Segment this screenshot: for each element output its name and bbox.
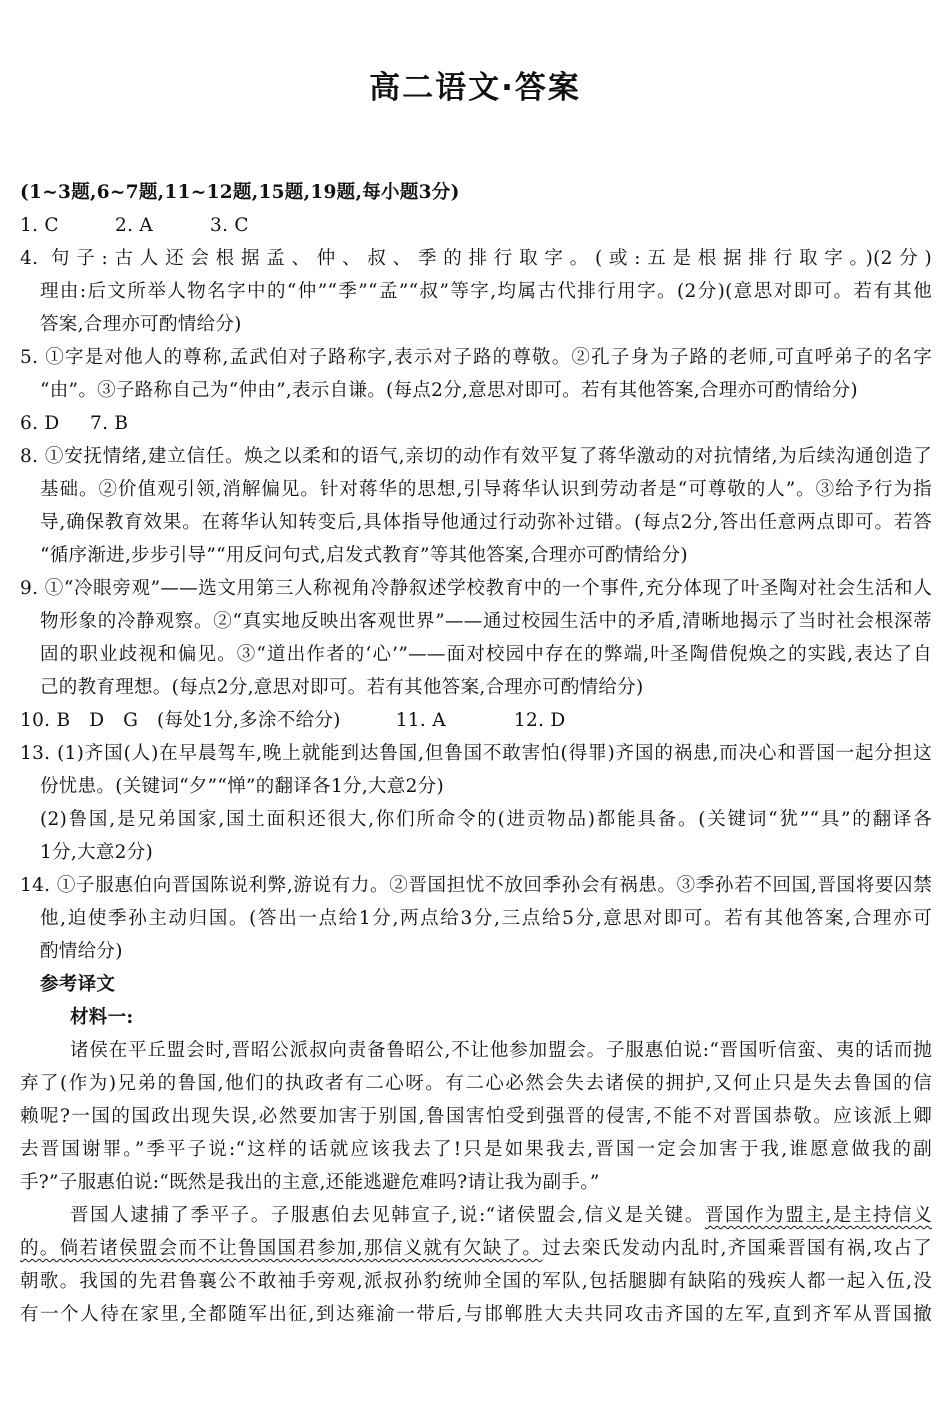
- translation-p1-line-2: 弃了(作为)兄弟的鲁国,他们的执政者有二心呀。有二心必然会失去诸侯的拥护,又何止只是失去鲁国的信: [20, 1073, 932, 1094]
- translation-p2-line-2: [20, 1232, 932, 1265]
- wavy-underlined-text: 晋国作为盟主,是主持信义: [704, 1205, 933, 1226]
- translation-p2-line-3: 朝歌。我国的先君鲁襄公不敢袖手旁观,派叔孙豹统帅全国的军队,包括腿脚有缺陷的残疾人都一起入伍,没: [20, 1271, 932, 1292]
- answer-12: 12. D: [513, 710, 566, 731]
- answer-11: 11. A: [395, 710, 446, 731]
- answer-4-line-3: 答案,合理亦可酌情给分): [40, 314, 242, 335]
- answer-8-line-4: “循序渐进,步步引导”“用反问句式,启发式教育”等其他答案,合理亦可酌情给分): [40, 545, 688, 566]
- translation-p1-line-1: 诸侯在平丘盟会时,晋昭公派叔向责备鲁昭公,不让他参加盟会。子服惠伯说:“晋国听信蛮、夷的话而抛: [70, 1040, 932, 1061]
- answer-13-line-2: 份忧患。(关键词“夕”“惮”的翻译各1分,大意2分): [40, 776, 444, 797]
- answer-7: 7. B: [90, 413, 129, 434]
- answer-5-line-1: 5. ①字是对他人的尊称,孟武伯对子路称字,表示对子路的尊敬。②孔子身为子路的老师,可直呼弟子的名字: [20, 347, 932, 368]
- scoring-note: (1~3题,6~7题,11~12题,15题,19题,每小题3分): [20, 182, 460, 203]
- answer-1: 1. C: [20, 215, 59, 236]
- material-one-heading: 材料一:: [70, 1007, 134, 1028]
- translation-p2-text: 晋国人逮捕了季平子。子服惠伯去见韩宣子,说:“诸侯盟会,信义是关键。: [70, 1205, 705, 1226]
- reference-translation-heading: 参考译文: [40, 974, 116, 995]
- answer-4-line-1: 4. 句子:古人还会根据孟、仲、叔、季的排行取字。(或:五是根据排行取字。)(2分): [20, 248, 932, 269]
- answer-8-line-3: 导,确保教育效果。在蒋华认知转变后,具体指导他通过行动弥补过错。(每点2分,答出任意两点即可。若答: [40, 512, 932, 533]
- answer-13-line-1: 13. (1)齐国(人)在早晨驾车,晚上就能到达鲁国,但鲁国不敢害怕(得罪)齐国的祸患,而决心和晋国一起分担这: [20, 743, 932, 764]
- answers-10-12: [20, 704, 932, 737]
- answer-9-line-4: 己的教育理想。(每点2分,意思对即可。若有其他答案,合理亦可酌情给分): [40, 677, 644, 698]
- answer-8-line-1: 8. ①安抚情绪,建立信任。焕之以柔和的语气,亲切的动作有效平复了蒋华激动的对抗情绪,为后续沟通创造了: [20, 446, 932, 467]
- translation-p1-line-4: 去晋国谢罪。”季平子说:“这样的话就应该我去了!只是如果我去,晋国一定会加害于我,谁愿意做我的副: [20, 1139, 932, 1160]
- answer-8-line-2: 基础。②价值观引领,消解偏见。针对蒋华的思想,引导蒋华认识到劳动者是“可尊敬的人”。③给予行为指: [40, 479, 932, 500]
- answer-9-line-2: 物形象的冷静观察。②“真实地反映出客观世界”——通过校园生活中的矛盾,清晰地揭示了当时社会根深蒂: [40, 611, 932, 632]
- answer-6: 6. D: [20, 413, 60, 434]
- answer-5-line-2: “由”。③子路称自己为“仲由”,表示自谦。(每点2分,意思对即可。若有其他答案,合理亦可酌情给分): [40, 380, 858, 401]
- answer-9-line-1: 9. ①“冷眼旁观”——选文用第三人称视角冷静叙述学校教育中的一个事件,充分体现了叶圣陶对社会生活和人: [20, 578, 932, 599]
- answer-13-line-4: 1分,大意2分): [40, 842, 154, 863]
- answer-14-line-3: 酌情给分): [40, 941, 123, 962]
- answer-14-line-1: 14. ①子服惠伯向晋国陈说利弊,游说有力。②晋国担忧不放回季孙会有祸患。③季孙若不回国,晋国将要囚禁: [20, 875, 932, 896]
- answers-1-3: [20, 209, 932, 242]
- answer-2: 2. A: [115, 215, 154, 236]
- translation-p2-text: 过去栾氏发动内乱时,齐国乘晋国有祸,攻占了: [542, 1238, 932, 1259]
- translation-p2-line-1: [20, 1199, 932, 1232]
- answer-4-line-2: 理由:后文所举人物名字中的“仲”“季”“孟”“叔”等字,均属古代排行用字。(2分)(意思对即可。若有其他: [40, 281, 932, 302]
- answer-13-line-3: (2)鲁国,是兄弟国家,国土面积还很大,你们所命令的(进贡物品)都能具备。(关键词“犹”“具”的翻译各: [40, 809, 932, 830]
- page-title: 高二语文·答案: [369, 70, 581, 106]
- translation-p1-line-3: 赖呢?一国的国政出现失误,必然要加害于别国,鲁国害怕受到强晋的侵害,不能不对晋国恭敬。应该派上卿: [20, 1106, 932, 1127]
- answer-10: 10. B D G (每处1分,多涂不给分): [20, 710, 341, 731]
- answer-14-line-2: 他,迫使季孙主动归国。(答出一点给1分,两点给3分,三点给5分,意思对即可。若有其他答案,合理亦可: [40, 908, 932, 929]
- answer-3: 3. C: [210, 215, 249, 236]
- translation-p2-line-4: 有一个人待在家里,全都随军出征,到达雍渝一带后,与邯郸胜大夫共同攻击齐国的左军,直到齐军从晋国撤: [20, 1304, 932, 1325]
- answer-body: [20, 176, 932, 1331]
- wavy-underlined-text: 的。倘若诸侯盟会而不让鲁国国君参加,那信义就有欠缺了。: [20, 1238, 543, 1259]
- translation-p1-line-5: 手?”子服惠伯说:“既然是我出的主意,还能逃避危难吗?请让我为副手。”: [20, 1172, 600, 1193]
- answers-6-7: [20, 407, 932, 440]
- answer-9-line-3: 固的职业歧视和偏见。③“道出作者的‘心’”——面对校园中存在的弊端,叶圣陶借倪焕之的实践,表达了自: [40, 644, 932, 665]
